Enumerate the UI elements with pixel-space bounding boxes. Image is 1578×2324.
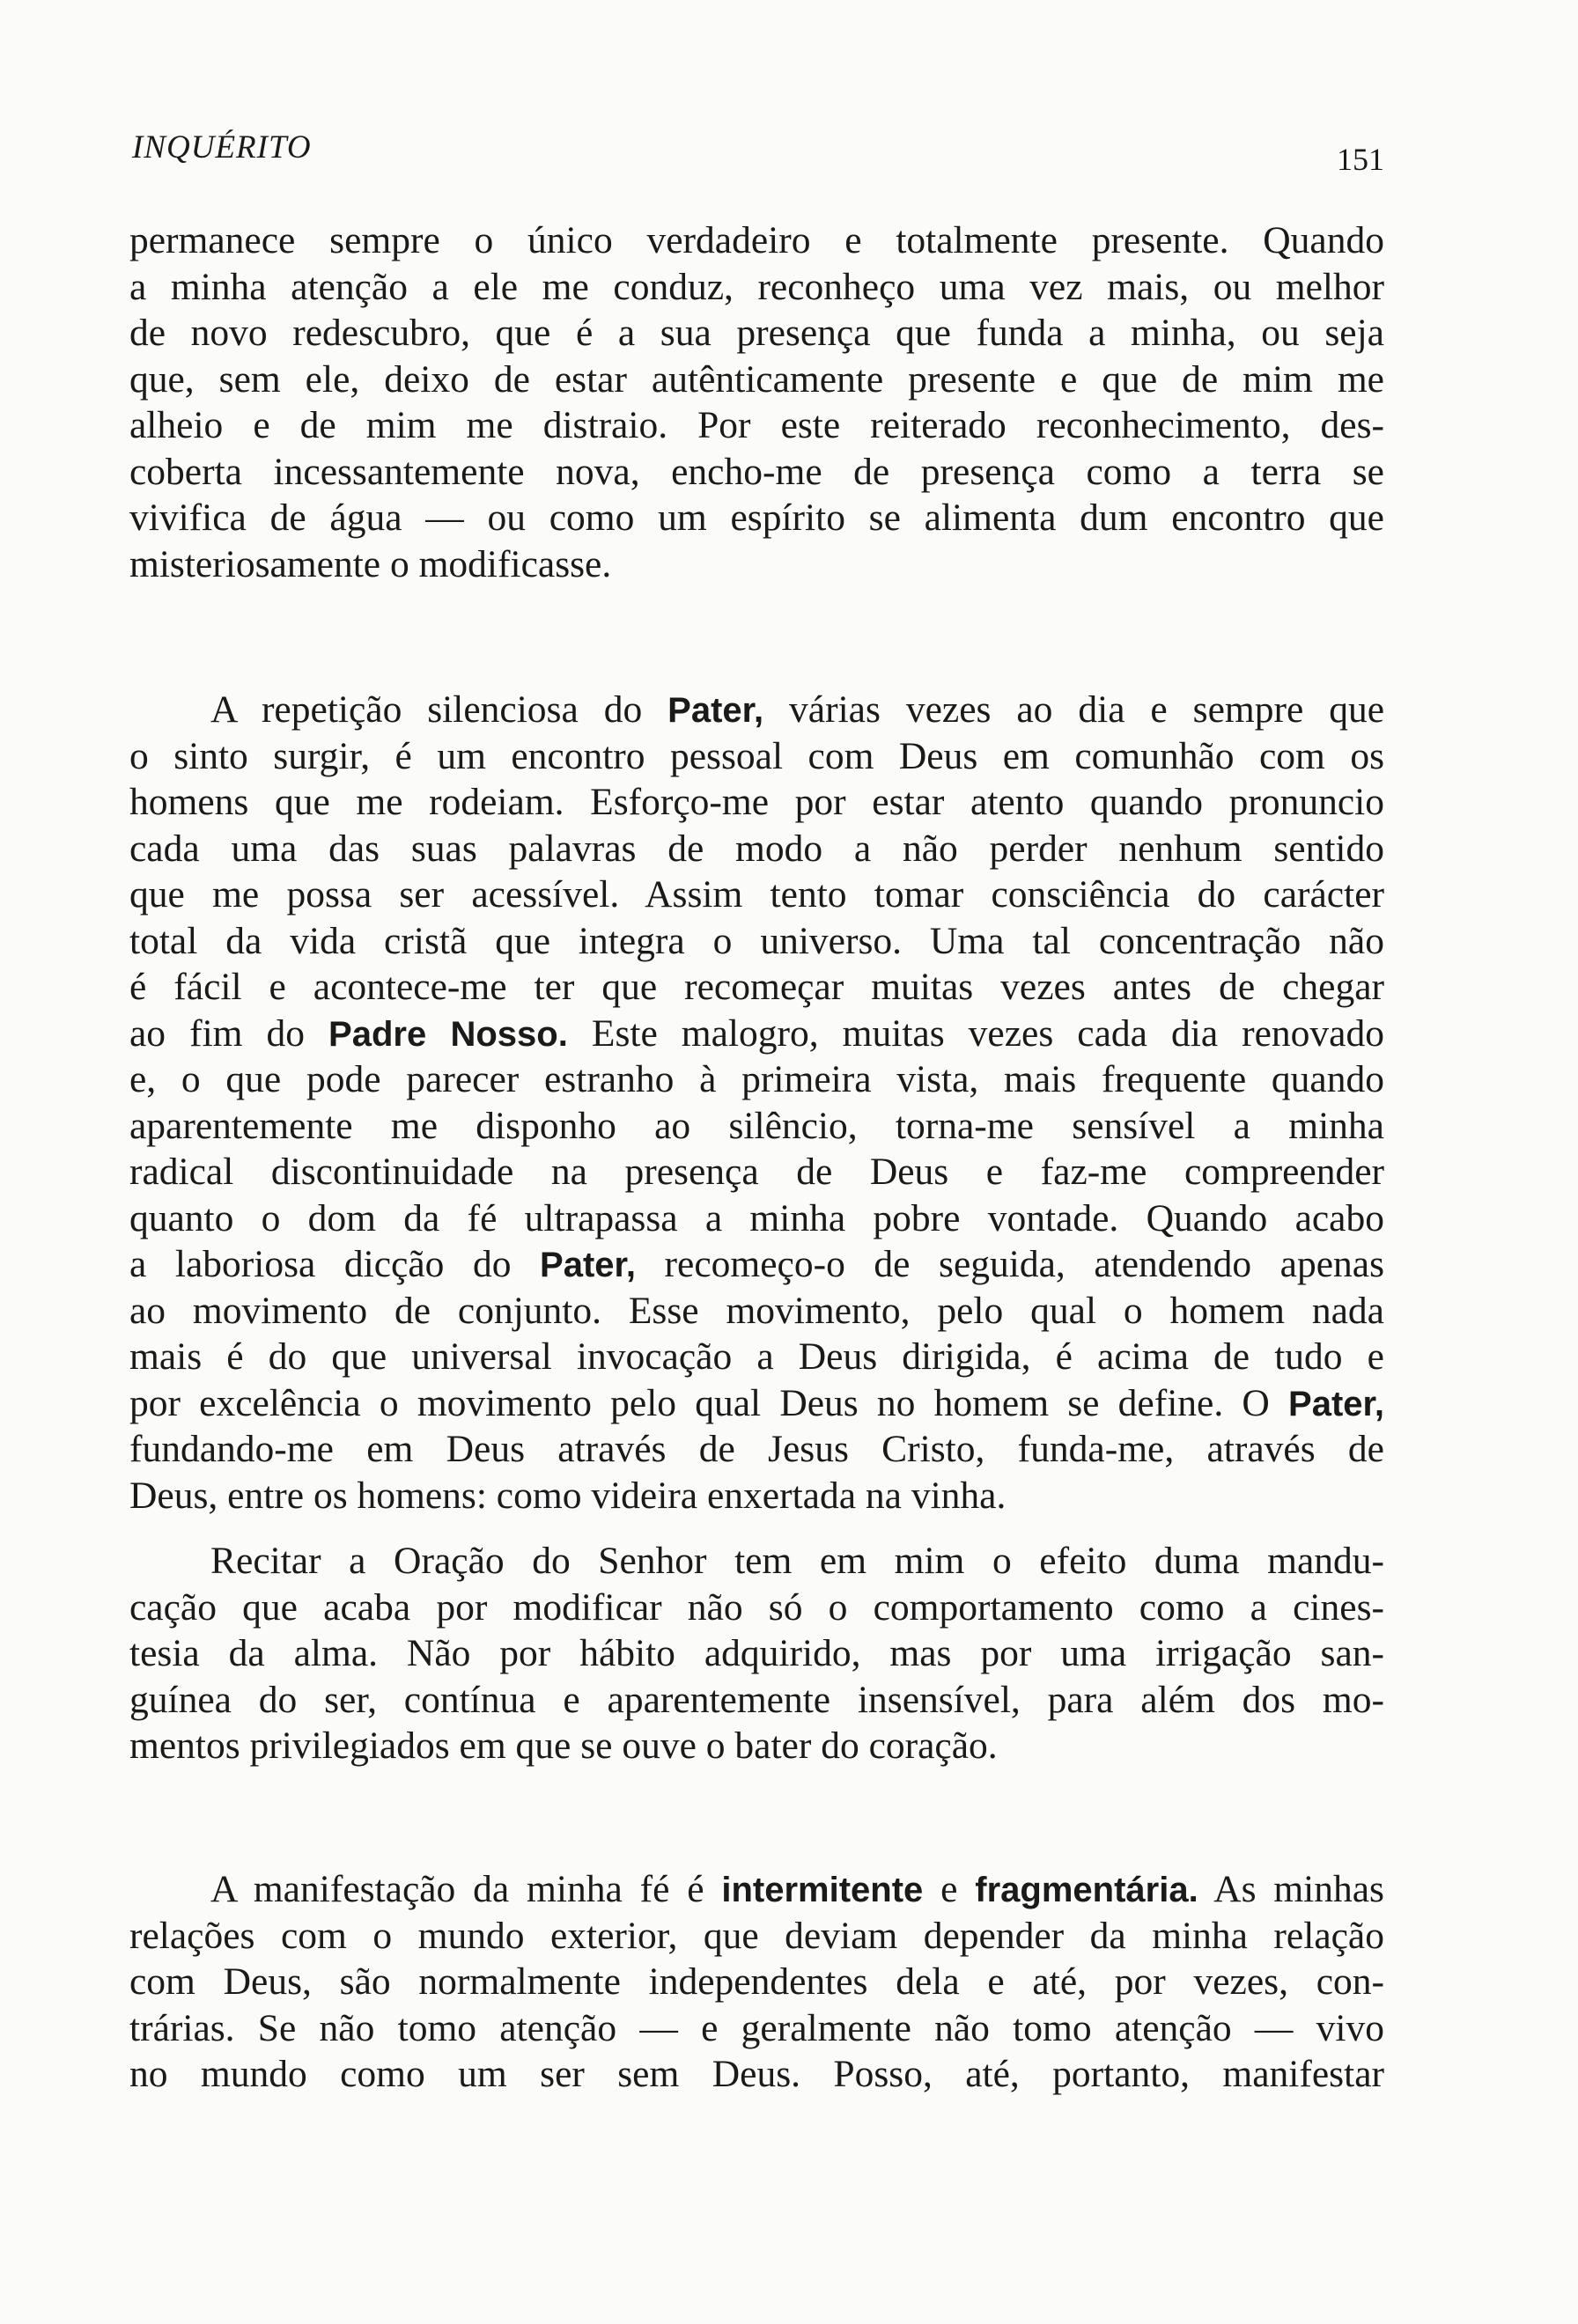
text-line: a minha atenção a ele me conduz, reconheço uma vez mais, ou melhor xyxy=(129,265,1384,308)
text-line: cação que acaba por modificar não só o comportamento como a cines- xyxy=(129,1585,1384,1629)
text-run: por excelência o movimento pelo qual Deus no homem se define. O xyxy=(129,1381,1289,1424)
emphasis-intermitente: intermitente xyxy=(721,1871,924,1909)
text-run: várias vezes ao dia e sempre que xyxy=(763,688,1385,731)
text-line: de novo redescubro, que é a sua presença que funda a minha, ou seja xyxy=(129,312,1384,354)
text-line: total da vida cristã que integra o universo. Uma tal concentração não xyxy=(129,919,1384,962)
text-line: no mundo como um ser sem Deus. Posso, até, portanto, manifestar xyxy=(129,2053,1384,2095)
text-line: aparentemente me disponho ao silêncio, torna-me sensível a minha xyxy=(129,1104,1384,1147)
text-line: permanece sempre o único verdadeiro e totalmente presente. Quando xyxy=(129,219,1384,261)
text-line: relações com o mundo exterior, que deviam depender da minha relação xyxy=(129,1914,1384,1957)
paragraph-4 xyxy=(129,1866,1384,2098)
text-line: coberta incessantemente nova, encho-me de presença como a terra se xyxy=(129,450,1384,493)
text-line: tesia da alma. Não por hábito adquirido, mas por uma irrigação san- xyxy=(129,1632,1384,1674)
text-line xyxy=(129,1380,1384,1427)
text-run: recomeço-o de seguida, atendendo apenas xyxy=(635,1243,1384,1285)
text-line: Recitar a Oração do Senhor tem em mim o efeito duma mandu- xyxy=(210,1540,1384,1582)
text-run: Este malogro, muitas vezes cada dia renovado xyxy=(567,1011,1384,1055)
emphasis-pater: Pater, xyxy=(1288,1384,1384,1423)
emphasis-pater: Pater, xyxy=(667,691,764,730)
text-line: e, o que pode parecer estranho à primeira vista, mais frequente quando xyxy=(129,1058,1384,1100)
text-run: e xyxy=(923,1868,976,1910)
text-line xyxy=(129,1866,1384,1913)
text-line xyxy=(129,1011,1384,1057)
text-line: homens que me rodeiam. Esforço-me por estar atento quando pronuncio xyxy=(129,781,1384,823)
text-line: fundando-me em Deus através de Jesus Cristo, funda-me, através de xyxy=(129,1428,1384,1470)
paragraph-1 xyxy=(129,217,1384,587)
text-line: quanto o dom da fé ultrapassa a minha pobre vontade. Quando acabo xyxy=(129,1196,1384,1239)
emphasis-pater: Pater, xyxy=(540,1246,636,1284)
text-line xyxy=(129,1241,1384,1288)
text-line: guínea do ser, contínua e aparentemente insensível, para além dos mo- xyxy=(129,1678,1384,1721)
text-line: cada uma das suas palavras de modo a não perder nenhum sentido xyxy=(129,827,1384,870)
text-line: misteriosamente o modificasse. xyxy=(129,542,612,585)
page-number: 151 xyxy=(1337,142,1384,177)
text-run: A repetição silenciosa do xyxy=(210,688,668,731)
text-line: que me possa ser acessível. Assim tento tomar consciência do carácter xyxy=(129,873,1384,916)
text-run: a laboriosa dicção do xyxy=(129,1243,541,1285)
emphasis-padre-nosso: Padre Nosso. xyxy=(328,1014,568,1054)
running-header-title: INQUÉRITO xyxy=(132,129,312,165)
text-line: com Deus, são normalmente independentes dela e até, por vezes, con- xyxy=(129,1960,1384,2003)
text-run: A manifestação da minha fé é xyxy=(210,1868,722,1910)
text-line: é fácil e acontece-me ter que recomeçar muitas vezes antes de chegar xyxy=(129,966,1384,1008)
text-line: alheio e de mim me distraio. Por este reiterado reconhecimento, des- xyxy=(129,404,1384,446)
emphasis-fragmentaria: fragmentária. xyxy=(975,1871,1198,1909)
text-run: ao fim do xyxy=(129,1011,329,1055)
text-line: vivifica de água — ou como um espírito se alimenta dum encontro que xyxy=(129,496,1384,539)
text-line: o sinto surgir, é um encontro pessoal com Deus em comunhão com os xyxy=(129,734,1384,777)
text-line: radical discontinuidade na presença de Deus e faz-me compreender xyxy=(129,1151,1384,1193)
text-line xyxy=(129,687,1384,733)
text-line: ao movimento de conjunto. Esse movimento, pelo qual o homem nada xyxy=(129,1289,1384,1332)
text-line: trárias. Se não tomo atenção — e geralmente não tomo atenção — vivo xyxy=(129,2006,1384,2049)
paragraph-2 xyxy=(129,687,1384,1519)
text-line: mais é do que universal invocação a Deus dirigida, é acima de tudo e xyxy=(129,1335,1384,1378)
text-line: mentos privilegiados em que se ouve o bater do coração. xyxy=(129,1725,998,1767)
text-run: As minhas xyxy=(1198,1868,1384,1910)
text-line: que, sem ele, deixo de estar autênticamente presente e que de mim me xyxy=(129,357,1384,401)
paragraph-3 xyxy=(129,1538,1384,1769)
text-line: Deus, entre os homens: como videira enxertada na vinha. xyxy=(129,1474,1007,1517)
